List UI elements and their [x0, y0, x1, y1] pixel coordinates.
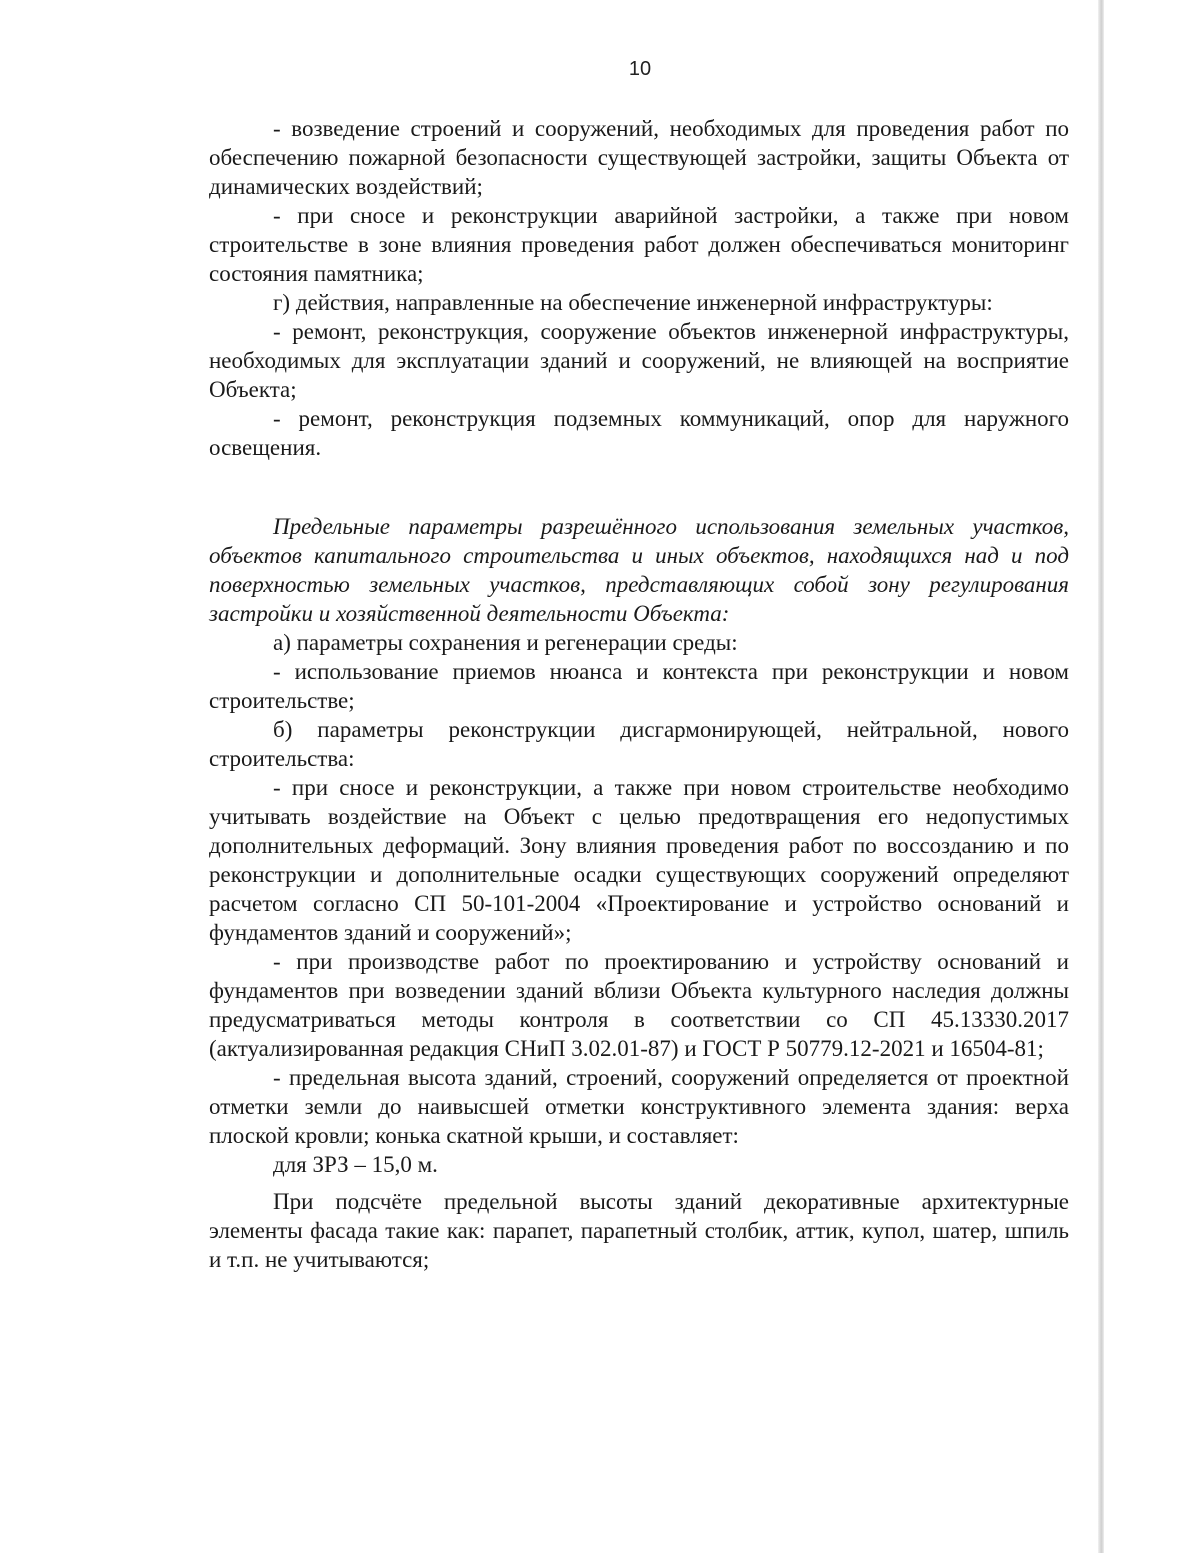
- paragraph: - возведение строений и сооружений, необходимых для проведения работ по обеспечению пожарной безопасности существующей застройки, защиты Объекта от динамических воздействий;: [209, 116, 1069, 199]
- document-body: [209, 114, 1069, 1274]
- paragraph: для ЗРЗ – 15,0 м.: [273, 1152, 438, 1177]
- paragraph: а) параметры сохранения и регенерации среды:: [273, 630, 738, 655]
- paragraph: - ремонт, реконструкция, сооружение объектов инженерной инфраструктуры, необходимых для эксплуатации зданий и сооружений, не влияющей на восприятие Объекта;: [209, 319, 1069, 402]
- paragraph: б) параметры реконструкции дисгармонирующей, нейтральной, нового строительства:: [209, 717, 1069, 771]
- paragraph: - использование приемов нюанса и контекста при реконструкции и новом строительстве;: [209, 659, 1069, 713]
- scan-edge-line: [1098, 0, 1104, 1553]
- paragraph: При подсчёте предельной высоты зданий декоративные архитектурные элементы фасада такие как: парапет, парапетный столбик, аттик, купол, шатер, шпиль и т.п. не учитываются;: [209, 1189, 1069, 1272]
- page-number: 10: [628, 58, 652, 80]
- paragraph: - ремонт, реконструкция подземных коммуникаций, опор для наружного освещения.: [209, 406, 1069, 460]
- section-heading: Предельные параметры разрешённого использования земельных участков, объектов капитального строительства и иных объектов, находящихся над и под поверхностью земельных участков, представляющих собой зону регулирования застройки и хозяйственной деятельности Объекта:: [209, 514, 1069, 626]
- paragraph: - при сносе и реконструкции аварийной застройки, а также при новом строительстве в зоне влияния проведения работ должен обеспечиваться мониторинг состояния памятника;: [209, 203, 1069, 286]
- paragraph: г) действия, направленные на обеспечение инженерной инфраструктуры:: [273, 290, 993, 315]
- paragraph: - при производстве работ по проектированию и устройству оснований и фундаментов при возведении зданий вблизи Объекта культурного наследия должны предусматриваться методы контроля в соответствии со СП 45.13330.2017 (актуализированная редакция СНиП 3.02.01-87) и ГОСТ Р 50779.12-2021 и 16504-81;: [209, 949, 1069, 1061]
- paragraph: - при сносе и реконструкции, а также при новом строительстве необходимо учитывать воздействие на Объект с целью предотвращения его недопустимых дополнительных деформаций. Зону влияния проведения работ по воссозданию и по реконструкции и дополнительные осадки существующих сооружений определяют расчетом согласно СП 50-101-2004 «Проектирование и устройство оснований и фундаментов зданий и сооружений»;: [209, 775, 1069, 945]
- paragraph: - предельная высота зданий, строений, сооружений определяется от проектной отметки земли до наивысшей отметки конструктивного элемента здания: верха плоской кровли; конька скатной крыши, и составляет:: [209, 1065, 1069, 1148]
